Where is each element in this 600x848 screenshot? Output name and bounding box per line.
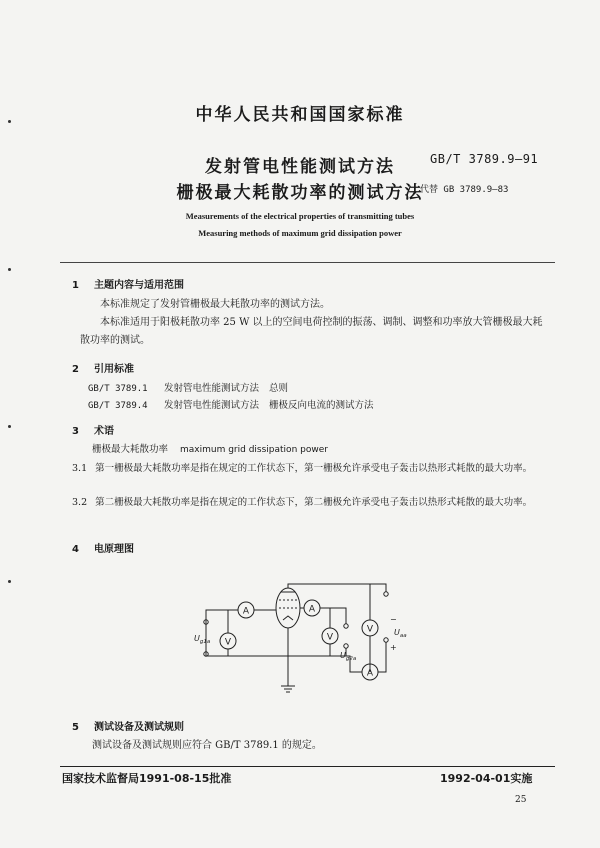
reference-code: GB/T 3789.4: [88, 401, 148, 411]
wire: [288, 584, 386, 592]
section-number: 5: [72, 722, 79, 733]
wire: [330, 608, 346, 624]
terminal: [344, 624, 348, 628]
section-title: 电原理图: [94, 544, 134, 555]
voltmeter-label: V: [366, 624, 374, 635]
ammeter-label: A: [366, 668, 374, 679]
header-divider: [60, 262, 555, 263]
wire: [320, 608, 330, 628]
reference-title: 发射管电性能测试方法: [164, 400, 260, 411]
section-4-heading: [72, 540, 134, 555]
ammeter-label: A: [308, 604, 316, 615]
approval-date: 国家技术监督局1991-08-15批准: [62, 772, 232, 785]
reference-item: [88, 397, 374, 411]
reference-item: [88, 380, 288, 394]
definition-text: 第一栅极最大耗散功率是指在规定的工作状态下，第一栅极允许承受电子轰击以热形式耗散的最大功率。: [95, 463, 533, 474]
u-a-label: $U_{aa}$: [394, 628, 407, 639]
voltmeter-label: V: [224, 637, 232, 648]
terminal: [384, 592, 388, 596]
term-line: [92, 441, 572, 459]
section-number: 4: [72, 544, 79, 555]
reference-title: 发射管电性能测试方法: [164, 383, 260, 394]
replaces-note: 代替 GB 3789.9—83: [420, 185, 509, 195]
cathode: [283, 616, 293, 620]
section-title: 术语: [94, 426, 114, 437]
scan-mark: [8, 425, 11, 428]
definition-number: 3.2: [72, 497, 88, 508]
terminal: [384, 638, 388, 642]
section-5-heading: [72, 718, 184, 733]
u-g2-label: $U_{g2a}$: [340, 651, 357, 662]
voltmeter-label: V: [326, 632, 334, 643]
reference-code: GB/T 3789.1: [88, 384, 148, 394]
definition-3-1: [72, 460, 552, 478]
definition-text: 第二栅极最大耗散功率是指在规定的工作状态下，第二栅极允许承受电子轰击以热形式耗散的最大功率。: [95, 497, 533, 508]
section-1-heading: [72, 276, 184, 291]
section-3-heading: [72, 422, 114, 437]
national-standard-heading: 中华人民共和国国家标准: [195, 105, 405, 125]
term-zh: 栅极最大耗散功率: [92, 444, 169, 455]
wire: [288, 644, 330, 656]
section-1-paragraph-2: 本标准适用于阳极耗散功率 25 W 以上的空间电荷控制的振荡、调制、调整和功率放大管栅极最大耗散功率的测试。: [80, 317, 543, 346]
reference-tail: 总则: [269, 383, 289, 394]
page-number: 25: [515, 795, 527, 805]
scan-mark: [8, 580, 11, 583]
section-5-paragraph: 测试设备及测试规则应符合 GB/T 3789.1 的规定。: [92, 740, 322, 751]
ammeter-label: A: [242, 606, 250, 617]
u-g1-label: $U_{g1a}$: [194, 634, 211, 645]
circuit-diagram: [190, 578, 420, 698]
section-2-heading: [72, 360, 134, 375]
section-title: 主题内容与适用范围: [94, 280, 184, 291]
reference-tail: 栅极反向电流的测试方法: [269, 400, 374, 411]
terminal: [344, 644, 348, 648]
english-title-line-1: Measurements of the electrical properties of transmitting tubes: [185, 211, 415, 221]
wire: [206, 610, 238, 620]
title-line-1: 发射管电性能测试方法: [205, 157, 395, 177]
wire: [378, 642, 386, 672]
section-title: 引用标准: [94, 364, 134, 375]
section-number: 3: [72, 426, 79, 437]
wire: [206, 620, 288, 656]
section-1-paragraph-1: 本标准规定了发射管栅极最大耗散功率的测试方法。: [100, 299, 330, 310]
section-title: 测试设备及测试规则: [94, 722, 184, 733]
footer-divider: [60, 766, 555, 767]
section-number: 1: [72, 280, 79, 291]
term-en: maximum grid dissipation power: [180, 445, 328, 455]
definition-number: 3.1: [72, 463, 88, 474]
definition-3-2: [72, 494, 552, 512]
minus-sign: −: [390, 615, 397, 624]
scan-mark: [8, 268, 11, 271]
section-number: 2: [72, 364, 79, 375]
title-line-2: 栅极最大耗散功率的测试方法: [176, 183, 424, 203]
plus-sign: +: [390, 643, 397, 652]
english-title-line-2: Measuring methods of maximum grid dissipation power: [198, 228, 402, 238]
standard-number: GB/T 3789.9—91: [430, 152, 539, 166]
implementation-date: 1992-04-01实施: [440, 772, 533, 785]
